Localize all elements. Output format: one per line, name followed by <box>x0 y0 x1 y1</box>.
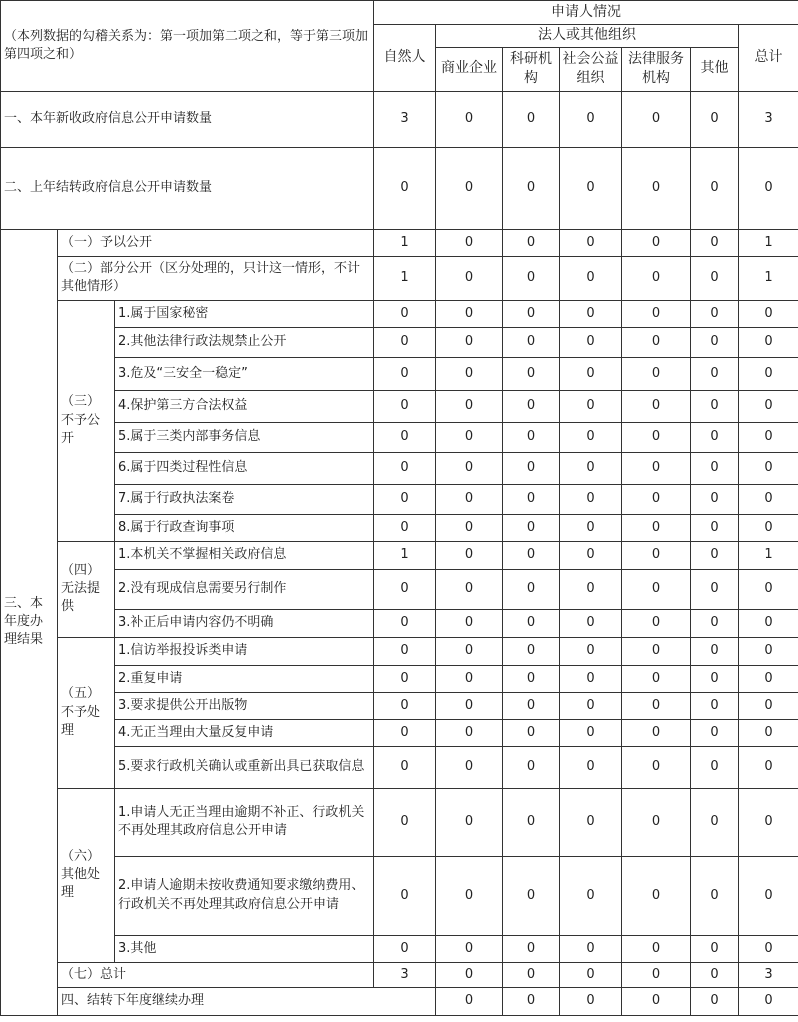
cell-value: 0 <box>560 935 622 962</box>
row-label: 3.要求提供公开出版物 <box>115 692 374 719</box>
table-row <box>1 147 798 229</box>
cell-value: 0 <box>622 962 691 987</box>
cell-value: 0 <box>560 300 622 327</box>
cell-value: 0 <box>691 692 739 719</box>
table-row <box>1 484 798 514</box>
cell-value: 0 <box>739 514 798 541</box>
cell-value: 0 <box>691 987 739 1015</box>
cell-value: 0 <box>691 327 739 357</box>
cell-value: 0 <box>374 390 436 422</box>
row-label: 3.危及“三安全一稳定” <box>115 357 374 390</box>
cell-value: 0 <box>691 422 739 452</box>
cell-value: 0 <box>436 935 503 962</box>
cell-value: 0 <box>503 935 560 962</box>
row-label: 2.重复申请 <box>115 665 374 692</box>
cell-value: 0 <box>622 692 691 719</box>
row-label: （七）总计 <box>58 962 374 987</box>
cell-value: 0 <box>503 609 560 637</box>
cell-value: 0 <box>503 147 560 229</box>
cell-value: 0 <box>503 91 560 147</box>
cell-value: 0 <box>560 609 622 637</box>
cell-value: 0 <box>691 609 739 637</box>
cell-value: 0 <box>374 788 436 856</box>
cell-value: 0 <box>503 637 560 665</box>
cell-value: 0 <box>374 856 436 935</box>
cell-value: 0 <box>560 484 622 514</box>
table-row <box>1 637 798 665</box>
row-label: 1.属于国家秘密 <box>115 300 374 327</box>
group-four-label: （四）无法提供 <box>58 541 115 637</box>
cell-value: 0 <box>436 856 503 935</box>
cell-value: 0 <box>374 746 436 788</box>
cell-value: 0 <box>436 422 503 452</box>
cell-value: 0 <box>374 719 436 746</box>
cell-value: 0 <box>436 357 503 390</box>
cell-value: 0 <box>374 484 436 514</box>
table-row <box>1 452 798 484</box>
table-row <box>1 665 798 692</box>
cell-value: 0 <box>436 91 503 147</box>
cell-value: 1 <box>739 229 798 256</box>
cell-value: 0 <box>503 962 560 987</box>
cell-value: 0 <box>374 609 436 637</box>
cell-value: 0 <box>503 229 560 256</box>
cell-value: 0 <box>503 987 560 1015</box>
cell-value: 0 <box>374 569 436 609</box>
cell-value: 0 <box>691 665 739 692</box>
row-label: 1.申请人无正当理由逾期不补正、行政机关不再处理其政府信息公开申请 <box>115 788 374 856</box>
cell-value: 0 <box>436 665 503 692</box>
cell-value: 0 <box>436 987 503 1015</box>
cell-value: 0 <box>691 390 739 422</box>
group-six-label: （六）其他处理 <box>58 788 115 962</box>
row-label: 二、上年结转政府信息公开申请数量 <box>1 147 374 229</box>
row-label: 四、结转下年度继续办理 <box>58 987 436 1015</box>
row-label: 7.属于行政执法案卷 <box>115 484 374 514</box>
cell-value: 0 <box>560 569 622 609</box>
cell-value: 0 <box>560 788 622 856</box>
row-label: 2.没有现成信息需要另行制作 <box>115 569 374 609</box>
cell-value: 0 <box>691 746 739 788</box>
row-label: 5.要求行政机关确认或重新出具已获取信息 <box>115 746 374 788</box>
cell-value: 0 <box>622 665 691 692</box>
cell-value: 0 <box>691 514 739 541</box>
cell-value: 0 <box>691 637 739 665</box>
cell-value: 0 <box>622 484 691 514</box>
cell-value: 0 <box>739 987 798 1015</box>
cell-value: 0 <box>739 390 798 422</box>
table-row <box>1 856 798 935</box>
cell-value: 0 <box>622 719 691 746</box>
commercial-header: 商业企业 <box>436 47 503 91</box>
cell-value: 0 <box>374 327 436 357</box>
cell-value: 0 <box>436 484 503 514</box>
cell-value: 0 <box>374 514 436 541</box>
table-row <box>1 987 798 1015</box>
cell-value: 0 <box>622 91 691 147</box>
cell-value: 0 <box>503 856 560 935</box>
cell-value: 0 <box>503 541 560 569</box>
natural-person-header: 自然人 <box>374 25 436 92</box>
cell-value: 0 <box>739 484 798 514</box>
cell-value: 0 <box>436 229 503 256</box>
applicant-header: 申请人情况 <box>374 1 798 25</box>
cell-value: 0 <box>503 665 560 692</box>
table-row <box>1 541 798 569</box>
cell-value: 0 <box>436 746 503 788</box>
cell-value: 0 <box>560 692 622 719</box>
cell-value: 0 <box>560 514 622 541</box>
cell-value: 3 <box>374 962 436 987</box>
cell-value: 0 <box>436 569 503 609</box>
cell-value: 3 <box>739 91 798 147</box>
cell-value: 0 <box>436 541 503 569</box>
table-row <box>1 569 798 609</box>
cell-value: 0 <box>739 746 798 788</box>
table-note: （本列数据的勾稽关系为：第一项加第二项之和，等于第三项加第四项之和） <box>1 1 374 92</box>
cell-value: 0 <box>739 788 798 856</box>
row-label: 5.属于三类内部事务信息 <box>115 422 374 452</box>
cell-value: 0 <box>622 987 691 1015</box>
row-label: 4.无正当理由大量反复申请 <box>115 719 374 746</box>
cell-value: 0 <box>739 422 798 452</box>
cell-value: 0 <box>622 609 691 637</box>
cell-value: 0 <box>691 300 739 327</box>
cell-value: 0 <box>503 256 560 300</box>
cell-value: 0 <box>374 300 436 327</box>
cell-value: 0 <box>739 935 798 962</box>
cell-value: 0 <box>374 452 436 484</box>
cell-value: 0 <box>622 856 691 935</box>
row-label: 一、本年新收政府信息公开申请数量 <box>1 91 374 147</box>
cell-value: 0 <box>560 746 622 788</box>
cell-value: 0 <box>436 962 503 987</box>
table-row <box>1 327 798 357</box>
research-header: 科研机构 <box>503 47 560 91</box>
row-label: 3.补正后申请内容仍不明确 <box>115 609 374 637</box>
table-row <box>1 300 798 327</box>
cell-value: 0 <box>739 856 798 935</box>
cell-value: 0 <box>560 327 622 357</box>
cell-value: 0 <box>691 719 739 746</box>
cell-value: 0 <box>691 962 739 987</box>
cell-value: 0 <box>622 147 691 229</box>
cell-value: 0 <box>622 452 691 484</box>
cell-value: 0 <box>739 147 798 229</box>
row-label: 3.其他 <box>115 935 374 962</box>
cell-value: 0 <box>436 637 503 665</box>
cell-value: 0 <box>739 300 798 327</box>
row-label: 1.本机关不掌握相关政府信息 <box>115 541 374 569</box>
cell-value: 1 <box>739 256 798 300</box>
cell-value: 0 <box>622 229 691 256</box>
cell-value: 0 <box>560 256 622 300</box>
cell-value: 0 <box>436 256 503 300</box>
cell-value: 0 <box>691 147 739 229</box>
cell-value: 0 <box>739 719 798 746</box>
table-row <box>1 91 798 147</box>
cell-value: 0 <box>560 422 622 452</box>
cell-value: 0 <box>560 719 622 746</box>
cell-value: 0 <box>691 452 739 484</box>
cell-value: 0 <box>622 327 691 357</box>
cell-value: 1 <box>374 229 436 256</box>
table-row <box>1 962 798 987</box>
cell-value: 0 <box>691 91 739 147</box>
cell-value: 0 <box>503 327 560 357</box>
cell-value: 0 <box>560 541 622 569</box>
section-three-label: 三、本年度办理结果 <box>1 229 58 1015</box>
row-label: 1.信访举报投诉类申请 <box>115 637 374 665</box>
cell-value: 0 <box>560 147 622 229</box>
cell-value: 0 <box>622 541 691 569</box>
table-row <box>1 390 798 422</box>
other-header: 其他 <box>691 47 739 91</box>
cell-value: 0 <box>622 514 691 541</box>
cell-value: 0 <box>691 788 739 856</box>
table-row <box>1 514 798 541</box>
cell-value: 0 <box>503 692 560 719</box>
cell-value: 0 <box>739 609 798 637</box>
cell-value: 0 <box>374 147 436 229</box>
table-row <box>1 788 798 856</box>
cell-value: 0 <box>374 665 436 692</box>
cell-value: 0 <box>436 390 503 422</box>
row-label: （二）部分公开（区分处理的，只计这一情形，不计其他情形） <box>58 256 374 300</box>
row-label: 2.申请人逾期未按收费通知要求缴纳费用、行政机关不再处理其政府信息公开申请 <box>115 856 374 935</box>
cell-value: 0 <box>622 300 691 327</box>
table-row <box>1 692 798 719</box>
cell-value: 0 <box>691 541 739 569</box>
table-row <box>1 609 798 637</box>
cell-value: 0 <box>691 357 739 390</box>
cell-value: 0 <box>503 390 560 422</box>
cell-value: 0 <box>739 665 798 692</box>
cell-value: 0 <box>436 609 503 637</box>
cell-value: 0 <box>622 357 691 390</box>
cell-value: 0 <box>622 390 691 422</box>
cell-value: 0 <box>503 484 560 514</box>
cell-value: 0 <box>374 422 436 452</box>
cell-value: 0 <box>374 692 436 719</box>
table-row <box>1 256 798 300</box>
cell-value: 0 <box>739 569 798 609</box>
cell-value: 0 <box>739 637 798 665</box>
cell-value: 0 <box>691 935 739 962</box>
row-label: 2.其他法律行政法规禁止公开 <box>115 327 374 357</box>
legal-service-header: 法律服务机构 <box>622 47 691 91</box>
legal-group-header: 法人或其他组织 <box>436 25 739 48</box>
cell-value: 0 <box>503 357 560 390</box>
cell-value: 0 <box>622 569 691 609</box>
cell-value: 0 <box>560 637 622 665</box>
cell-value: 0 <box>622 256 691 300</box>
cell-value: 0 <box>560 91 622 147</box>
cell-value: 0 <box>503 452 560 484</box>
cell-value: 0 <box>691 856 739 935</box>
cell-value: 0 <box>560 452 622 484</box>
cell-value: 0 <box>622 422 691 452</box>
row-label: 8.属于行政查询事项 <box>115 514 374 541</box>
cell-value: 0 <box>560 856 622 935</box>
cell-value: 0 <box>503 300 560 327</box>
cell-value: 0 <box>622 935 691 962</box>
row-label: 4.保护第三方合法权益 <box>115 390 374 422</box>
cell-value: 0 <box>503 719 560 746</box>
table-row <box>1 422 798 452</box>
cell-value: 3 <box>739 962 798 987</box>
group-five-label: （五）不予处理 <box>58 637 115 788</box>
table-row <box>1 229 798 256</box>
cell-value: 0 <box>560 229 622 256</box>
cell-value: 1 <box>739 541 798 569</box>
cell-value: 0 <box>691 229 739 256</box>
cell-value: 0 <box>436 719 503 746</box>
group-three-label: （三）不予公开 <box>58 300 115 541</box>
cell-value: 0 <box>436 692 503 719</box>
cell-value: 0 <box>436 452 503 484</box>
cell-value: 1 <box>374 541 436 569</box>
table-row <box>1 719 798 746</box>
cell-value: 0 <box>503 569 560 609</box>
cell-value: 1 <box>374 256 436 300</box>
row-label: 6.属于四类过程性信息 <box>115 452 374 484</box>
cell-value: 0 <box>739 327 798 357</box>
social-header: 社会公益组织 <box>560 47 622 91</box>
cell-value: 0 <box>691 256 739 300</box>
row-label: （一）予以公开 <box>58 229 374 256</box>
cell-value: 0 <box>503 422 560 452</box>
cell-value: 0 <box>436 514 503 541</box>
cell-value: 0 <box>436 300 503 327</box>
table-row <box>1 746 798 788</box>
cell-value: 0 <box>436 147 503 229</box>
cell-value: 0 <box>374 357 436 390</box>
cell-value: 0 <box>503 788 560 856</box>
cell-value: 0 <box>374 637 436 665</box>
cell-value: 0 <box>691 569 739 609</box>
cell-value: 0 <box>560 962 622 987</box>
cell-value: 0 <box>622 637 691 665</box>
cell-value: 0 <box>436 788 503 856</box>
cell-value: 0 <box>560 987 622 1015</box>
cell-value: 0 <box>739 452 798 484</box>
cell-value: 0 <box>503 514 560 541</box>
cell-value: 0 <box>560 357 622 390</box>
cell-value: 0 <box>622 746 691 788</box>
total-header: 总计 <box>739 25 798 92</box>
cell-value: 0 <box>503 746 560 788</box>
cell-value: 0 <box>374 935 436 962</box>
cell-value: 0 <box>436 327 503 357</box>
cell-value: 0 <box>739 357 798 390</box>
table-row <box>1 935 798 962</box>
table-row <box>1 357 798 390</box>
cell-value: 3 <box>374 91 436 147</box>
cell-value: 0 <box>560 665 622 692</box>
cell-value: 0 <box>560 390 622 422</box>
cell-value: 0 <box>622 788 691 856</box>
cell-value: 0 <box>691 484 739 514</box>
cell-value: 0 <box>739 692 798 719</box>
